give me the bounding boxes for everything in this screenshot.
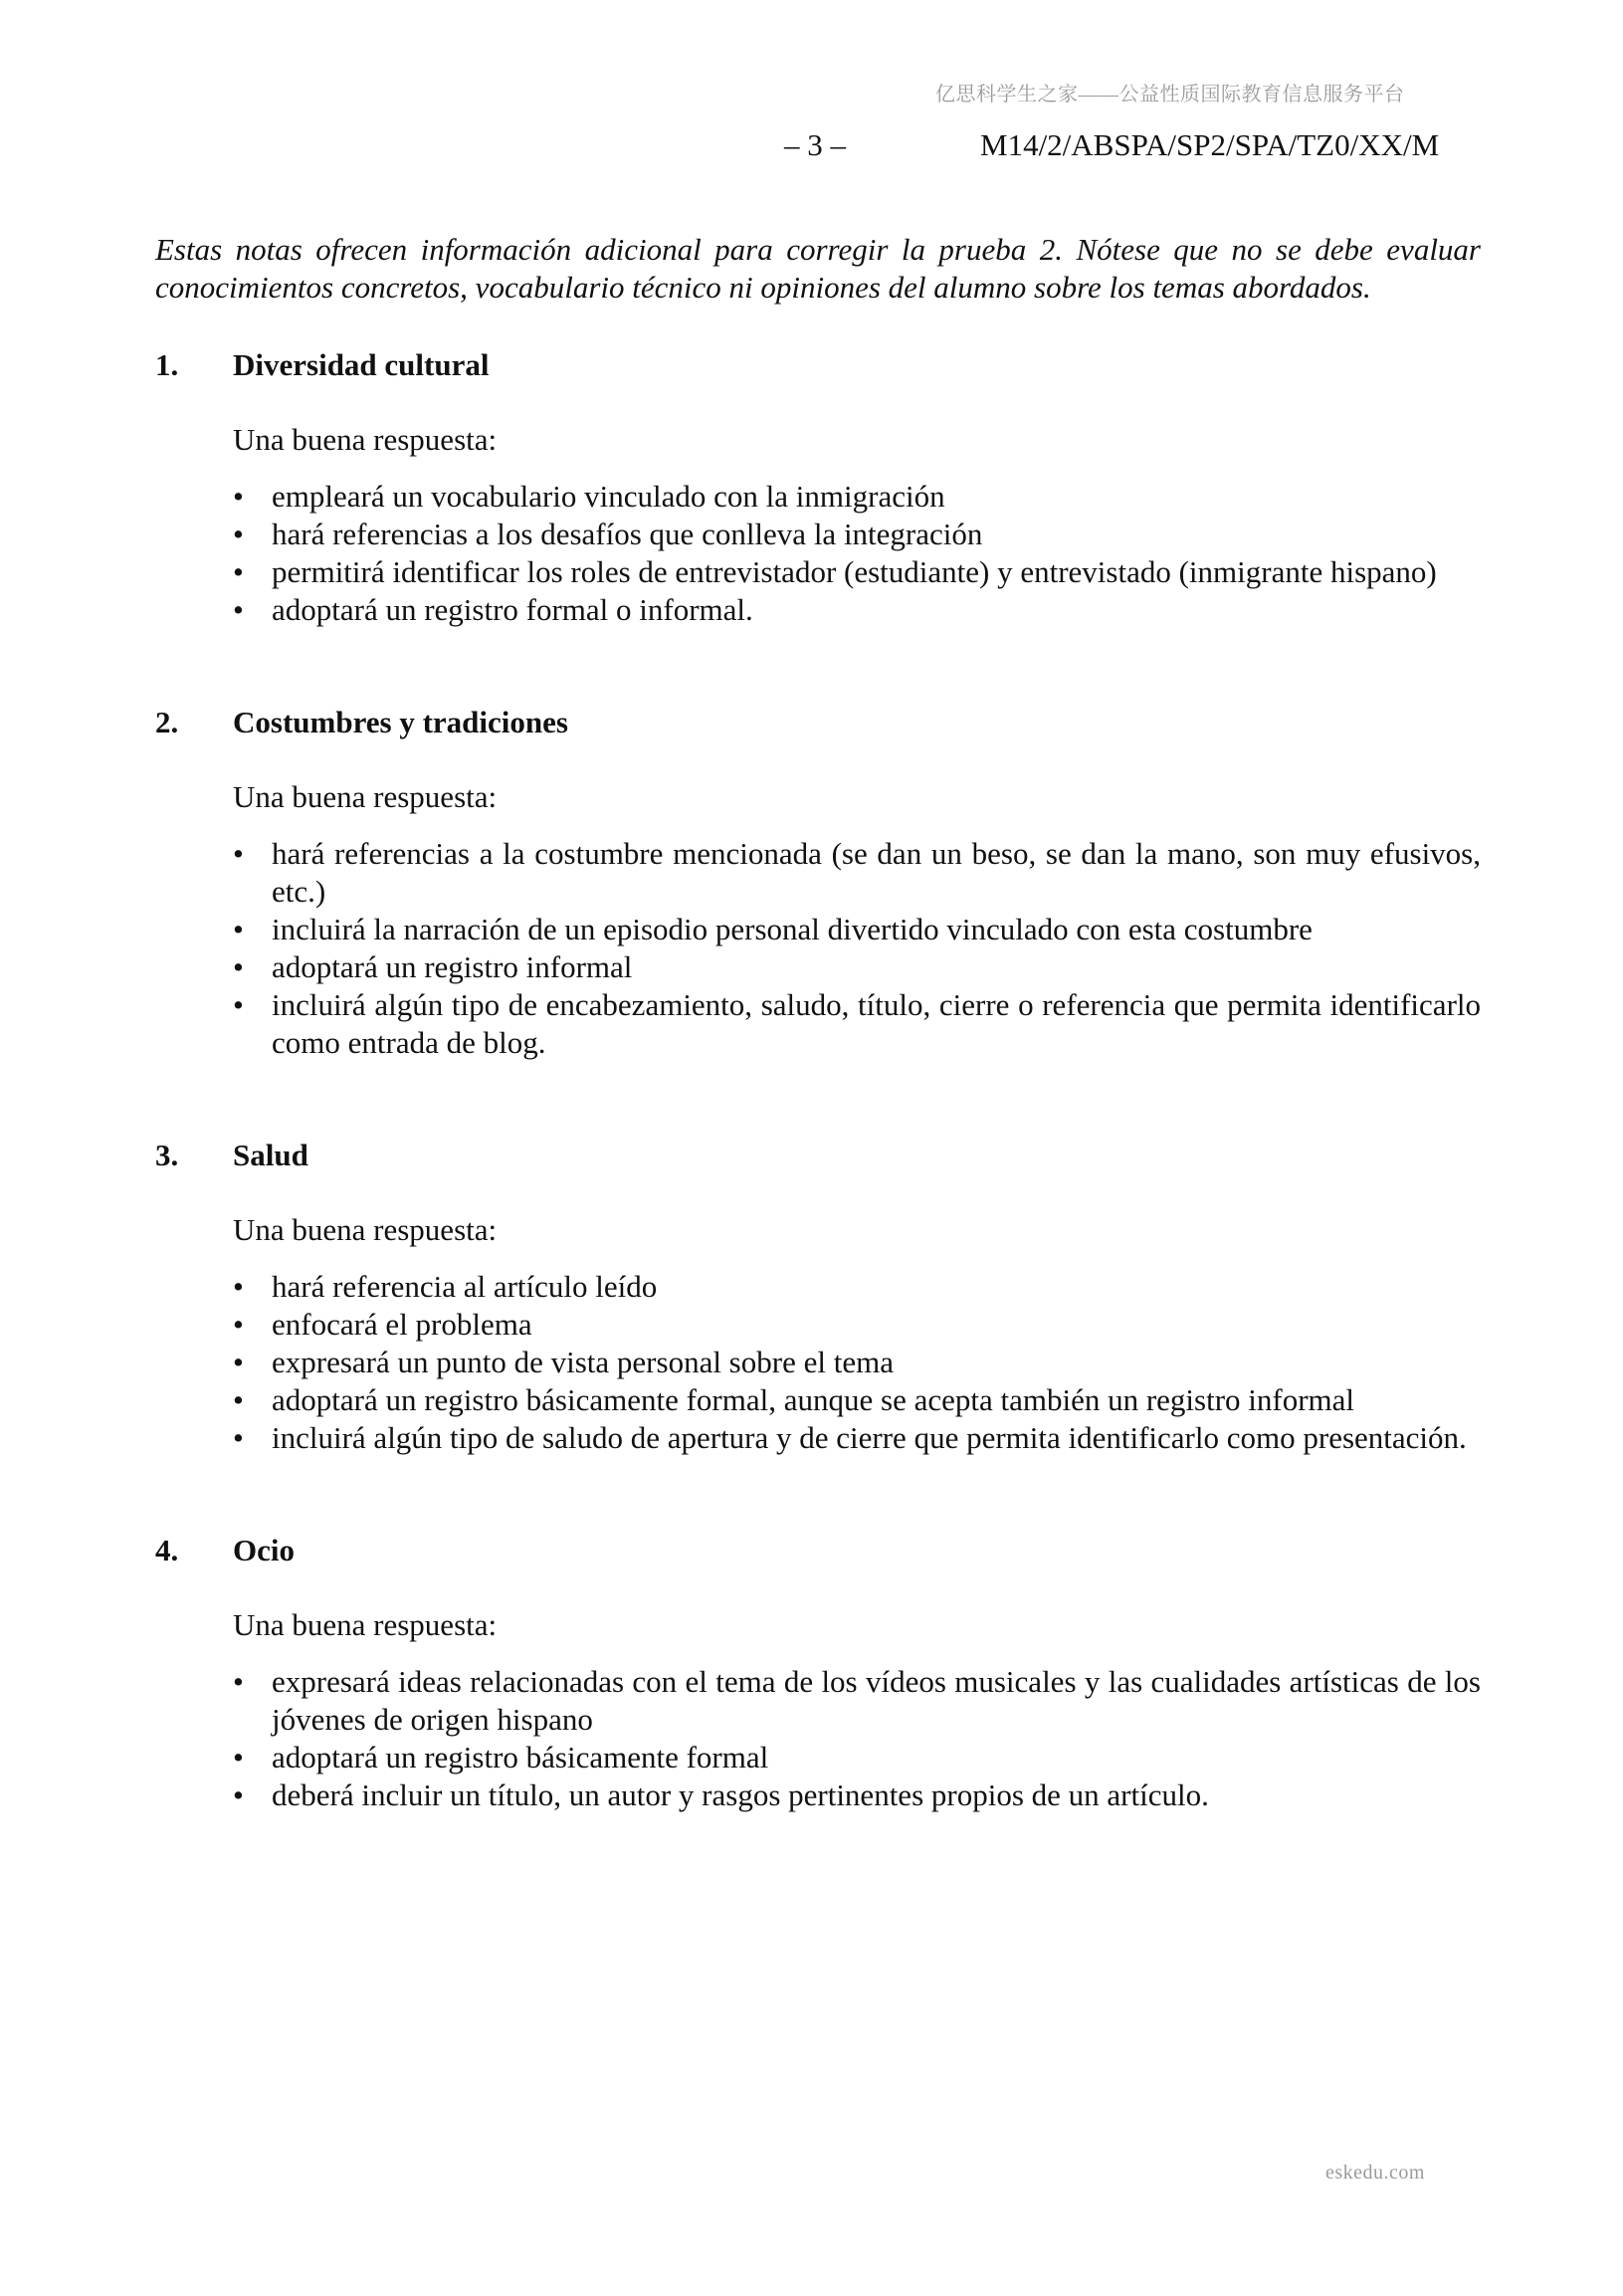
bullet-text: incluirá algún tipo de saludo de apertura y de cierre que permita identificarlo como presentación. — [272, 1420, 1467, 1455]
watermark-bottom: eskedu.com — [1325, 2162, 1425, 2184]
list-item — [233, 1344, 1481, 1381]
bullet-icon: • — [233, 1382, 244, 1417]
bullet-list — [233, 1663, 1481, 1814]
bullet-text: deberá incluir un título, un autor y rasgos pertinentes propios de un artículo. — [272, 1777, 1209, 1812]
list-item — [233, 591, 1481, 629]
bullet-text: expresará ideas relacionadas con el tema de los vídeos musicales y las cualidades artísticas de los jóvenes de origen hispano — [272, 1664, 1481, 1737]
section-body — [233, 421, 1481, 629]
bullet-text: hará referencias a los desafíos que conlleva la integración — [272, 517, 983, 551]
bullet-icon: • — [233, 517, 244, 551]
bullet-icon: • — [233, 987, 244, 1022]
bullet-list — [233, 478, 1481, 629]
list-item — [233, 911, 1481, 948]
bullet-icon: • — [233, 1345, 244, 1379]
section — [155, 704, 1481, 1062]
section-lead: Una buena respuesta: — [233, 1212, 498, 1247]
section — [155, 1137, 1481, 1457]
list-item — [233, 1306, 1481, 1344]
list-item — [233, 948, 1481, 986]
bullet-list — [233, 1268, 1481, 1457]
list-item — [233, 1776, 1481, 1814]
bullet-text: adoptará un registro básicamente formal — [272, 1740, 769, 1774]
bullet-text: adoptará un registro básicamente formal, aunque se acepta también un registro informal — [272, 1382, 1355, 1417]
bullet-list — [233, 835, 1481, 1062]
section-title: Ocio — [233, 1533, 295, 1567]
section-title: Costumbres y tradiciones — [233, 705, 568, 739]
document-body — [155, 231, 1481, 1814]
list-item — [233, 1663, 1481, 1739]
section-lead: Una buena respuesta: — [233, 422, 498, 457]
section-heading — [155, 1137, 1481, 1174]
list-item — [233, 986, 1481, 1062]
bullet-text: adoptará un registro formal o informal. — [272, 592, 753, 627]
section-heading — [155, 346, 1481, 384]
section-heading — [155, 704, 1481, 741]
section — [155, 1532, 1481, 1814]
bullet-text: hará referencia al artículo leído — [272, 1269, 658, 1304]
section-number: 4. — [155, 1533, 179, 1567]
bullet-text: incluirá algún tipo de encabezamiento, saludo, título, cierre o referencia que permita identificarlo como entrada de blog. — [272, 987, 1481, 1060]
section-number: 3. — [155, 1138, 179, 1172]
watermark-top: 亿思科学生之家——公益性质国际教育信息服务平台 — [935, 84, 1405, 105]
bullet-icon: • — [233, 1664, 244, 1699]
list-item — [233, 1739, 1481, 1776]
section-body — [233, 1211, 1481, 1457]
list-item — [233, 553, 1481, 591]
bullet-icon: • — [233, 1307, 244, 1342]
bullet-text: enfocará el problema — [272, 1307, 532, 1342]
page-number: – 3 – — [784, 127, 846, 162]
section — [155, 346, 1481, 629]
bullet-icon: • — [233, 1740, 244, 1774]
bullet-icon: • — [233, 1269, 244, 1304]
list-item — [233, 1381, 1481, 1419]
bullet-icon: • — [233, 1777, 244, 1812]
bullet-text: incluirá la narración de un episodio personal divertido vinculado con esta costumbre — [272, 912, 1313, 946]
list-item — [233, 516, 1481, 553]
bullet-text: empleará un vocabulario vinculado con la inmigración — [272, 479, 945, 514]
intro-paragraph: Estas notas ofrecen información adicional para corregir la prueba 2. Nótese que no se debe evaluar conocimientos concretos, vocabulario técnico ni opiniones del alumno sobre los temas abordados. — [155, 232, 1481, 305]
list-item — [233, 835, 1481, 911]
bullet-icon: • — [233, 912, 244, 946]
section-heading — [155, 1532, 1481, 1569]
section-lead: Una buena respuesta: — [233, 1607, 498, 1642]
sections-container — [155, 346, 1481, 1814]
bullet-icon: • — [233, 836, 244, 871]
bullet-icon: • — [233, 479, 244, 514]
bullet-text: expresará un punto de vista personal sobre el tema — [272, 1345, 894, 1379]
bullet-icon: • — [233, 949, 244, 984]
section-title: Salud — [233, 1138, 308, 1172]
bullet-icon: • — [233, 1420, 244, 1455]
section-body — [233, 778, 1481, 1062]
section-body — [233, 1606, 1481, 1814]
section-number: 1. — [155, 347, 179, 382]
bullet-text: permitirá identificar los roles de entrevistador (estudiante) y entrevistado (inmigrante hispano) — [272, 554, 1437, 589]
list-item — [233, 1419, 1481, 1457]
list-item — [233, 1268, 1481, 1306]
section-lead: Una buena respuesta: — [233, 779, 498, 814]
document-code: M14/2/ABSPA/SP2/SPA/TZ0/XX/M — [980, 127, 1440, 162]
section-title: Diversidad cultural — [233, 347, 490, 382]
bullet-icon: • — [233, 592, 244, 627]
bullet-text: adoptará un registro informal — [272, 949, 633, 984]
bullet-icon: • — [233, 554, 244, 589]
section-number: 2. — [155, 705, 179, 739]
list-item — [233, 478, 1481, 516]
bullet-text: hará referencias a la costumbre mencionada (se dan un beso, se dan la mano, son muy efusivos, etc.) — [272, 836, 1481, 909]
